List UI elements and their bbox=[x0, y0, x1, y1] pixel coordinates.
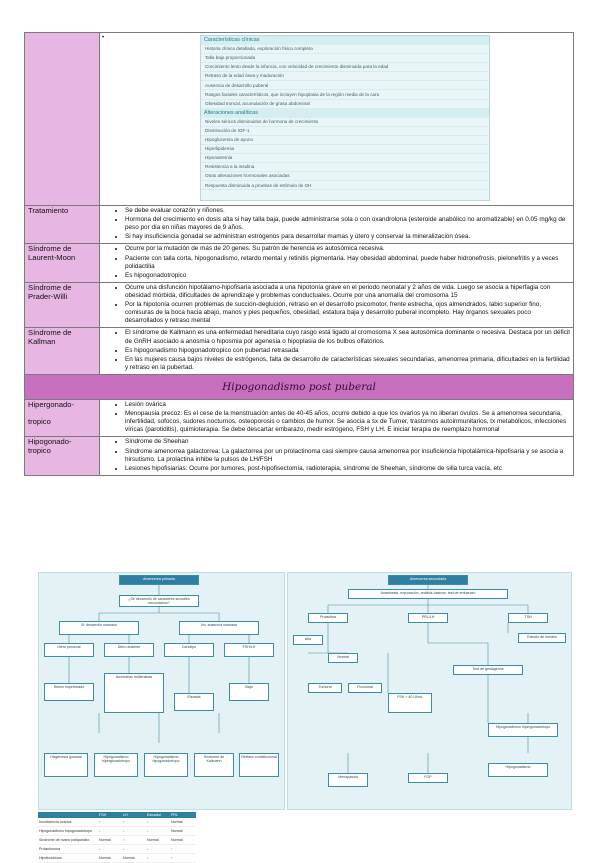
mini-table-header-cell: LH bbox=[123, 813, 128, 817]
bullet-item: • Hormona del crecimiento en dosis alta si hay talla baja, puede administrarse sola o con oxandrolona (esteroide anabólico no aromatizable) en 0.05 mg/kg de peso por día en niñas mayores de 9 años. bbox=[125, 216, 570, 232]
topic-label-line: tropico bbox=[28, 446, 51, 456]
flow-right-node: FSH > 40 UI/mL bbox=[388, 693, 432, 713]
topic-row bbox=[25, 244, 574, 282]
bullet-item: • Síndrome amenorrea galactorrea: La galactorrea por un prolactinoma casi siempre causa amenorrea por insuficiencia hipotalámica-hipofisaria y se asocia a hirsutismo. La prolactina inhibe la pulsos de LH/FSH bbox=[125, 448, 570, 464]
mini-table-cell: Prolactinoma bbox=[39, 847, 60, 851]
topic-label bbox=[25, 282, 100, 328]
topic-label-line: Síndrome de bbox=[28, 328, 72, 338]
topic-label-line: Hipergonado- bbox=[28, 399, 75, 409]
topic-row bbox=[25, 328, 574, 375]
flow-left-node: Anomalías müllerianas bbox=[104, 673, 164, 713]
flow-left-node: Himen imperforado bbox=[44, 683, 94, 701]
summary-item: Hiponatremia bbox=[201, 154, 489, 163]
mini-table-cell: ↓ bbox=[147, 847, 149, 851]
mini-table-cell: Hipogonadismo hipogonadotropo bbox=[39, 829, 92, 833]
notes-page bbox=[24, 32, 574, 476]
flow-left-node: No: ausencia mamaria bbox=[179, 621, 259, 635]
top-image-cell bbox=[100, 33, 574, 206]
summary-item: Obesidad troncal, acumulación de grasa abdominal bbox=[201, 100, 489, 109]
topic-label-line: Laurent-Moon bbox=[28, 253, 76, 263]
flow-right-node: Anamnesis, exploración, análisis básicos, test de embarazo bbox=[348, 589, 508, 599]
section1-list bbox=[201, 45, 489, 109]
topic-label bbox=[25, 206, 100, 244]
bullet-item: • Paciente con talla corta, hipogonadismo, retardo mental y retinitis pigmentaria. Hay obesidad abdominal, puede haber hidronefrosis, pielonefritis y a veces polidactilia bbox=[125, 255, 570, 271]
topic-content bbox=[100, 328, 574, 375]
mini-table-cell: ↓ bbox=[99, 847, 101, 851]
topic-row bbox=[25, 282, 574, 328]
summary-item: Historia clínica detallada, exploración física completa bbox=[201, 45, 489, 54]
bullet-item: • En las mujeres causa bajos niveles de estrógenos, falta de desarrollo de características sexuales secundarias, amenorrea primaria, dificultades en la fertilidad y retraso en la pubertad. bbox=[125, 356, 570, 372]
summary-item: Crecimiento lento desde la infancia, con velocidad de crecimiento disminuida para la edad bbox=[201, 63, 489, 72]
flow-left-node: Hipogonadismo hipogonadotropo bbox=[144, 753, 188, 777]
flow-right-node: Alta bbox=[293, 635, 323, 645]
mini-table-cell: ↑ bbox=[123, 838, 125, 842]
bullet-item: • Ocurre por la mutación de más de 20 genes. Su patrón de herencia es autosómica recesiva. bbox=[125, 245, 570, 253]
mini-table-cell: ↑ bbox=[99, 820, 101, 824]
mini-table-cell: ↑ bbox=[123, 820, 125, 824]
mini-table-cell: Normal bbox=[171, 829, 183, 833]
section1-title: Características clínicas bbox=[201, 36, 489, 45]
mini-table-header-cell: FSH bbox=[99, 813, 107, 817]
topic-label-line: Tratamiento bbox=[28, 206, 69, 215]
mini-table-row bbox=[38, 845, 196, 854]
bullet-item: • El síndrome de Kallmann es una enfermedad hereditaria cuyo rasgo está ligado al cromosoma X sea autosómica dominante o recesiva. Destaca por un déficit de GnRH asociado a anosmia o hiposmia por agenesia o hipoplasia de los bulbos olfatorios. bbox=[125, 329, 570, 345]
mini-table-row bbox=[38, 836, 196, 845]
bullet-item: • Lesión ovárica bbox=[125, 401, 570, 409]
flow-left-node: FSH/LH bbox=[224, 643, 274, 657]
mini-table-cell: ↓ bbox=[123, 829, 125, 833]
top-image-row bbox=[25, 33, 574, 206]
bullet-list bbox=[103, 438, 570, 472]
mini-table-cell: ↓ bbox=[123, 847, 125, 851]
section2-title: Alteraciones analíticas bbox=[201, 109, 489, 118]
mini-table-cell: ↓ bbox=[99, 829, 101, 833]
mini-table-cell: Normal bbox=[99, 838, 111, 842]
banner-row bbox=[25, 374, 574, 399]
flow-left-node: Útero ausente bbox=[104, 643, 154, 657]
flow-left-node: ¿Se desarrolló de caracteres sexuales secundarios? bbox=[119, 595, 199, 607]
summary-item: Retraso de la edad ósea y maduración bbox=[201, 72, 489, 81]
mini-table-cell: ↑ bbox=[171, 856, 173, 860]
topic-row bbox=[25, 399, 574, 436]
bullet-item: • Ocurre una disfunción hipotálamo-hipofisaria asociada a una hipotonía grave en el periodo neonatal y 2 años de vida. Luego se asocia a hiperfagia con obesidad mórbida, dificultades de aprendizaje y problemas conductuales. Ocurre por una anomalía del cromosoma 15 bbox=[125, 284, 570, 300]
mini-table-row bbox=[38, 854, 196, 863]
flow-right-node: Normal bbox=[328, 653, 358, 663]
topic-content bbox=[100, 244, 574, 282]
hormone-mini-table bbox=[38, 812, 196, 863]
bullet-item: • Es hipogonadismo hipogonadotropico con pubertad retrasada bbox=[125, 347, 570, 355]
flow-left-node: Hipogonadismo hipergonadotropo bbox=[94, 753, 138, 777]
mini-table-header-cell: PRL bbox=[171, 813, 178, 817]
mini-table-cell: ↓ bbox=[147, 820, 149, 824]
mini-table-cell: ↓ bbox=[147, 829, 149, 833]
flow-right-node: Estudio de tiroides bbox=[518, 633, 566, 643]
post-puberal-rows bbox=[25, 399, 574, 475]
bullet-list bbox=[103, 284, 570, 326]
mini-table-cell: Hipotiroidismo bbox=[39, 856, 62, 860]
bullet-item: • Se debe evaluar corazón y riñones. bbox=[125, 207, 570, 215]
bullet-list bbox=[103, 207, 570, 241]
summary-item: Hiperlipidemia bbox=[201, 145, 489, 154]
topic-label-line: Kallman bbox=[28, 337, 56, 347]
mini-table-header-cell bbox=[39, 813, 99, 817]
summary-item: Niveles séricos disminuidos de hormona de crecimiento bbox=[201, 118, 489, 127]
topic-label bbox=[25, 399, 100, 436]
flow-left-title: Amenorrea primaria bbox=[119, 575, 199, 585]
summary-item: Rasgos faciales característicos, que incluyen hipoplasia de la región media de la cara bbox=[201, 90, 489, 99]
summary-item: Respuesta disminuida a pruebas de estímulo de GH bbox=[201, 181, 489, 190]
topic-label-line: Prader-Willi bbox=[28, 291, 68, 301]
mini-table-cell: Normal bbox=[171, 838, 183, 842]
topic-label-line: tropico bbox=[28, 417, 51, 427]
topic-content bbox=[100, 206, 574, 244]
bullet-item: • Por la hipotonía ocurren problemas de succión-deglución, retraso en el desarrollo psicomotor, frente estrecha, ojos almendrados, labio superior fino, comisuras de la boca hacia abajo, manos y pies pequeños, obesidad, estatura baja y desarrollo puberal incompleto. Hay órganos sexuales poco desarrollados y retraso mental bbox=[125, 301, 570, 325]
flow-left-node: Retraso constitucional bbox=[239, 753, 279, 777]
mini-table-cell: Normal bbox=[171, 820, 183, 824]
flow-left-node: Si: desarrollo mamario bbox=[59, 621, 139, 635]
topic-label-line: Hipogonado- bbox=[28, 437, 72, 447]
flow-right-title: Amenorrea secundaria bbox=[388, 575, 468, 585]
topic-row bbox=[25, 437, 574, 475]
mini-table-cell: Normal bbox=[99, 856, 111, 860]
flow-right-node: TSH bbox=[508, 613, 548, 623]
bullet-item: • Si hay insuficiencia gonadal se administran estrógenos para desarrollar mamas y útero y conservar la mineralización ósea. bbox=[125, 233, 570, 241]
mini-table-cell: ↑ bbox=[171, 847, 173, 851]
mini-table-cell: Insuficiencia ovárica bbox=[39, 820, 72, 824]
clinical-summary-image bbox=[200, 35, 490, 201]
topic-content bbox=[100, 437, 574, 475]
topic-label-line: Síndrome de bbox=[28, 282, 72, 292]
flowchart-primary-amenorrhea bbox=[38, 572, 285, 810]
flow-left-node: Elevada bbox=[174, 693, 214, 711]
flow-right-node: Hipogonadismo bbox=[488, 763, 548, 777]
summary-item: Hipoglucemia de ayuno bbox=[201, 136, 489, 145]
flow-right-node: FOP bbox=[408, 773, 448, 783]
mini-table-cell: Normal bbox=[147, 838, 159, 842]
topic-label bbox=[25, 437, 100, 475]
flow-left-node: Útero presente bbox=[44, 643, 94, 657]
mini-table-row bbox=[38, 818, 196, 827]
flow-left-node: Baja bbox=[229, 683, 269, 701]
topic-row bbox=[25, 206, 574, 244]
topic-label-line: Síndrome de bbox=[28, 244, 72, 254]
bullet-item: • Lesiones hipofisiarias: Ocurre por tumores, post-hipofisectomía, radioterapia, síndrome de Sheehan, síndrome de silla turca vacía, etc bbox=[125, 465, 570, 473]
topic-label bbox=[25, 328, 100, 375]
summary-item: Otras alteraciones hormonales asociadas bbox=[201, 172, 489, 181]
summary-item: Disminución de IGF-1 bbox=[201, 127, 489, 136]
section2-list bbox=[201, 118, 489, 191]
bullet-item: • Es hipogonadotropico bbox=[125, 272, 570, 280]
bullet-list bbox=[103, 245, 570, 279]
flow-right-node: PRL/LH bbox=[408, 613, 448, 623]
pre-puberal-rows bbox=[25, 206, 574, 375]
mini-table-cell: Síndrome de ovario poliquístico bbox=[39, 838, 90, 842]
mini-table-row bbox=[38, 827, 196, 836]
flow-left-node: Cariotipo bbox=[164, 643, 214, 657]
bullet-marker: • bbox=[102, 35, 105, 41]
summary-item: Resistencia a la insulina bbox=[201, 163, 489, 172]
notes-table bbox=[24, 32, 574, 476]
section-banner: Hipogonadismo post puberal bbox=[25, 374, 574, 399]
bullet-list bbox=[103, 401, 570, 434]
bullet-item: • Síndrome de Sheehan bbox=[125, 438, 570, 446]
summary-item: Talla baja proporcionada bbox=[201, 54, 489, 63]
flow-right-node: Prolactina bbox=[308, 613, 348, 623]
mini-table-header-cell: Estradiol bbox=[147, 813, 161, 817]
flow-left-node: Disgenesia gonadal bbox=[44, 753, 88, 777]
bullet-list bbox=[103, 329, 570, 372]
bullet-item: • Menopausia precoz: Es el cese de la menstruación antes de 40-45 años, ocurre debido a que los ovarios ya no liberan óvulos. Se a amenorrea secundaria, infertilidad, sofocos, sudores nocturnos, osteoporosis o cambios de humor. Se asocia a sx de Turner, trastornos autoinmunitarios, tx metabólicos, infecciones víricas (parotiditis), quimioterapia. Se debe descartar embarazo, medir estrógeno, FSH y LH. E iniciar terapia de reemplazo hormonal bbox=[125, 410, 570, 434]
flowchart-secondary-amenorrhea bbox=[287, 572, 572, 810]
mini-table-cell: Normal bbox=[123, 856, 135, 860]
topic-content bbox=[100, 282, 574, 328]
flow-left-node: Síndrome de Kallmann bbox=[194, 753, 234, 777]
topic-content bbox=[100, 399, 574, 436]
mini-table-cell: ↓ bbox=[147, 856, 149, 860]
topic-label bbox=[25, 244, 100, 282]
empty-label-cell bbox=[25, 33, 100, 206]
flow-right-node: Tumoral bbox=[308, 683, 342, 693]
flow-right-node: Test de gestágenos bbox=[453, 665, 523, 675]
flow-right-node: Menopausia bbox=[328, 773, 368, 787]
summary-item: Ausencia de desarrollo puberal bbox=[201, 81, 489, 90]
flow-right-node: Hipogonadismo hipergonadotropo bbox=[488, 723, 558, 737]
flow-right-node: Funcional bbox=[348, 683, 382, 693]
